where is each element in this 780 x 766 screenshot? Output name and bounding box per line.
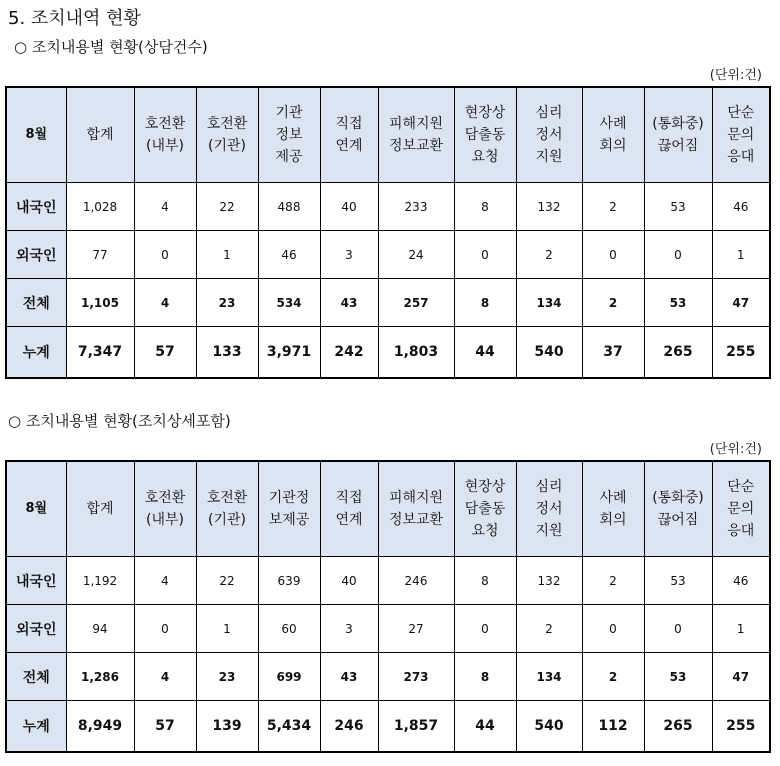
cell: 43 bbox=[320, 279, 378, 327]
header-cell: 심리 정서 지원 bbox=[516, 87, 582, 183]
cell: 47 bbox=[712, 279, 770, 327]
row-label: 내국인 bbox=[6, 557, 66, 605]
cell: 134 bbox=[516, 279, 582, 327]
cell: 0 bbox=[134, 605, 196, 653]
table-row bbox=[6, 279, 770, 327]
cell: 0 bbox=[454, 605, 516, 653]
header-cell: (통화중) 끊어짐 bbox=[644, 87, 712, 183]
header-cell: 직접 연계 bbox=[320, 87, 378, 183]
table1 bbox=[5, 86, 771, 379]
row-label: 외국인 bbox=[6, 231, 66, 279]
cell: 23 bbox=[196, 653, 258, 701]
header-cell: 단순 문의 응대 bbox=[712, 461, 770, 557]
row-label: 누계 bbox=[6, 701, 66, 753]
cell: 257 bbox=[378, 279, 454, 327]
cell: 265 bbox=[644, 327, 712, 379]
cell: 44 bbox=[454, 701, 516, 753]
cell: 699 bbox=[258, 653, 320, 701]
header-cell: 심리 정서 지원 bbox=[516, 461, 582, 557]
cell: 4 bbox=[134, 653, 196, 701]
cell: 53 bbox=[644, 653, 712, 701]
cell: 534 bbox=[258, 279, 320, 327]
header-cell: 기관 정보 제공 bbox=[258, 87, 320, 183]
cell: 8,949 bbox=[66, 701, 134, 753]
table-row bbox=[6, 327, 770, 379]
cell: 2 bbox=[582, 279, 644, 327]
header-cell: 단순 문의 응대 bbox=[712, 87, 770, 183]
cell: 1,803 bbox=[378, 327, 454, 379]
cell: 46 bbox=[258, 231, 320, 279]
header-cell: 피해지원 정보교환 bbox=[378, 87, 454, 183]
cell: 1 bbox=[196, 231, 258, 279]
header-cell: 현장상 담출동 요청 bbox=[454, 87, 516, 183]
cell: 53 bbox=[644, 183, 712, 231]
header-cell: 직접 연계 bbox=[320, 461, 378, 557]
header-cell: 호전환 (기관) bbox=[196, 87, 258, 183]
cell: 1,192 bbox=[66, 557, 134, 605]
row-label: 누계 bbox=[6, 327, 66, 379]
cell: 1 bbox=[712, 605, 770, 653]
cell: 0 bbox=[644, 231, 712, 279]
cell: 22 bbox=[196, 557, 258, 605]
cell: 112 bbox=[582, 701, 644, 753]
cell: 60 bbox=[258, 605, 320, 653]
cell: 540 bbox=[516, 701, 582, 753]
cell: 2 bbox=[516, 605, 582, 653]
cell: 46 bbox=[712, 183, 770, 231]
row-label: 전체 bbox=[6, 653, 66, 701]
cell: 255 bbox=[712, 701, 770, 753]
table2-unit: (단위:건) bbox=[709, 442, 762, 457]
cell: 1,105 bbox=[66, 279, 134, 327]
cell: 132 bbox=[516, 183, 582, 231]
cell: 1,028 bbox=[66, 183, 134, 231]
header-cell: 8월 bbox=[6, 87, 66, 183]
cell: 27 bbox=[378, 605, 454, 653]
cell: 0 bbox=[582, 605, 644, 653]
cell: 47 bbox=[712, 653, 770, 701]
header-cell: 피해지원 정보교환 bbox=[378, 461, 454, 557]
cell: 40 bbox=[320, 557, 378, 605]
cell: 4 bbox=[134, 557, 196, 605]
cell: 0 bbox=[644, 605, 712, 653]
cell: 0 bbox=[134, 231, 196, 279]
cell: 134 bbox=[516, 653, 582, 701]
table-row bbox=[6, 231, 770, 279]
cell: 43 bbox=[320, 653, 378, 701]
cell: 1,857 bbox=[378, 701, 454, 753]
header-cell: 사례 회의 bbox=[582, 87, 644, 183]
cell: 8 bbox=[454, 183, 516, 231]
table1-unit: (단위:건) bbox=[709, 68, 762, 83]
cell: 3 bbox=[320, 231, 378, 279]
cell: 53 bbox=[644, 557, 712, 605]
table-row bbox=[6, 557, 770, 605]
table-row bbox=[6, 183, 770, 231]
header-cell: 사례 회의 bbox=[582, 461, 644, 557]
cell: 639 bbox=[258, 557, 320, 605]
cell: 57 bbox=[134, 701, 196, 753]
cell: 2 bbox=[582, 183, 644, 231]
cell: 246 bbox=[378, 557, 454, 605]
cell: 22 bbox=[196, 183, 258, 231]
cell: 1 bbox=[196, 605, 258, 653]
table2-header-row bbox=[6, 461, 770, 557]
cell: 0 bbox=[582, 231, 644, 279]
section-title: 5. 조치내역 현황 bbox=[8, 8, 141, 29]
cell: 8 bbox=[454, 279, 516, 327]
cell: 273 bbox=[378, 653, 454, 701]
cell: 540 bbox=[516, 327, 582, 379]
cell: 265 bbox=[644, 701, 712, 753]
cell: 8 bbox=[454, 557, 516, 605]
cell: 2 bbox=[516, 231, 582, 279]
cell: 5,434 bbox=[258, 701, 320, 753]
cell: 57 bbox=[134, 327, 196, 379]
table1-header-row bbox=[6, 87, 770, 183]
row-label: 외국인 bbox=[6, 605, 66, 653]
cell: 23 bbox=[196, 279, 258, 327]
header-cell: 호전환 (내부) bbox=[134, 461, 196, 557]
table-row bbox=[6, 605, 770, 653]
cell: 132 bbox=[516, 557, 582, 605]
header-cell: 현장상 담출동 요청 bbox=[454, 461, 516, 557]
cell: 4 bbox=[134, 183, 196, 231]
row-label: 내국인 bbox=[6, 183, 66, 231]
cell: 488 bbox=[258, 183, 320, 231]
cell: 139 bbox=[196, 701, 258, 753]
cell: 2 bbox=[582, 653, 644, 701]
cell: 3,971 bbox=[258, 327, 320, 379]
cell: 24 bbox=[378, 231, 454, 279]
cell: 233 bbox=[378, 183, 454, 231]
header-cell: 합계 bbox=[66, 87, 134, 183]
cell: 0 bbox=[454, 231, 516, 279]
header-cell: 합계 bbox=[66, 461, 134, 557]
header-cell: 호전환 (내부) bbox=[134, 87, 196, 183]
table-row bbox=[6, 653, 770, 701]
cell: 242 bbox=[320, 327, 378, 379]
row-label: 전체 bbox=[6, 279, 66, 327]
cell: 77 bbox=[66, 231, 134, 279]
cell: 40 bbox=[320, 183, 378, 231]
cell: 1 bbox=[712, 231, 770, 279]
table-row bbox=[6, 701, 770, 753]
header-cell: 기관정 보제공 bbox=[258, 461, 320, 557]
table2-subtitle: ○ 조치내용별 현황(조치상세포함) bbox=[8, 412, 231, 430]
cell: 7,347 bbox=[66, 327, 134, 379]
header-cell: 호전환 (기관) bbox=[196, 461, 258, 557]
cell: 2 bbox=[582, 557, 644, 605]
table2 bbox=[5, 460, 771, 753]
cell: 3 bbox=[320, 605, 378, 653]
cell: 94 bbox=[66, 605, 134, 653]
cell: 133 bbox=[196, 327, 258, 379]
cell: 8 bbox=[454, 653, 516, 701]
cell: 53 bbox=[644, 279, 712, 327]
cell: 255 bbox=[712, 327, 770, 379]
header-cell: (통화중) 끊어짐 bbox=[644, 461, 712, 557]
cell: 1,286 bbox=[66, 653, 134, 701]
cell: 44 bbox=[454, 327, 516, 379]
cell: 37 bbox=[582, 327, 644, 379]
table1-subtitle: ○ 조치내용별 현황(상담건수) bbox=[14, 38, 208, 56]
cell: 4 bbox=[134, 279, 196, 327]
header-cell: 8월 bbox=[6, 461, 66, 557]
cell: 46 bbox=[712, 557, 770, 605]
cell: 246 bbox=[320, 701, 378, 753]
